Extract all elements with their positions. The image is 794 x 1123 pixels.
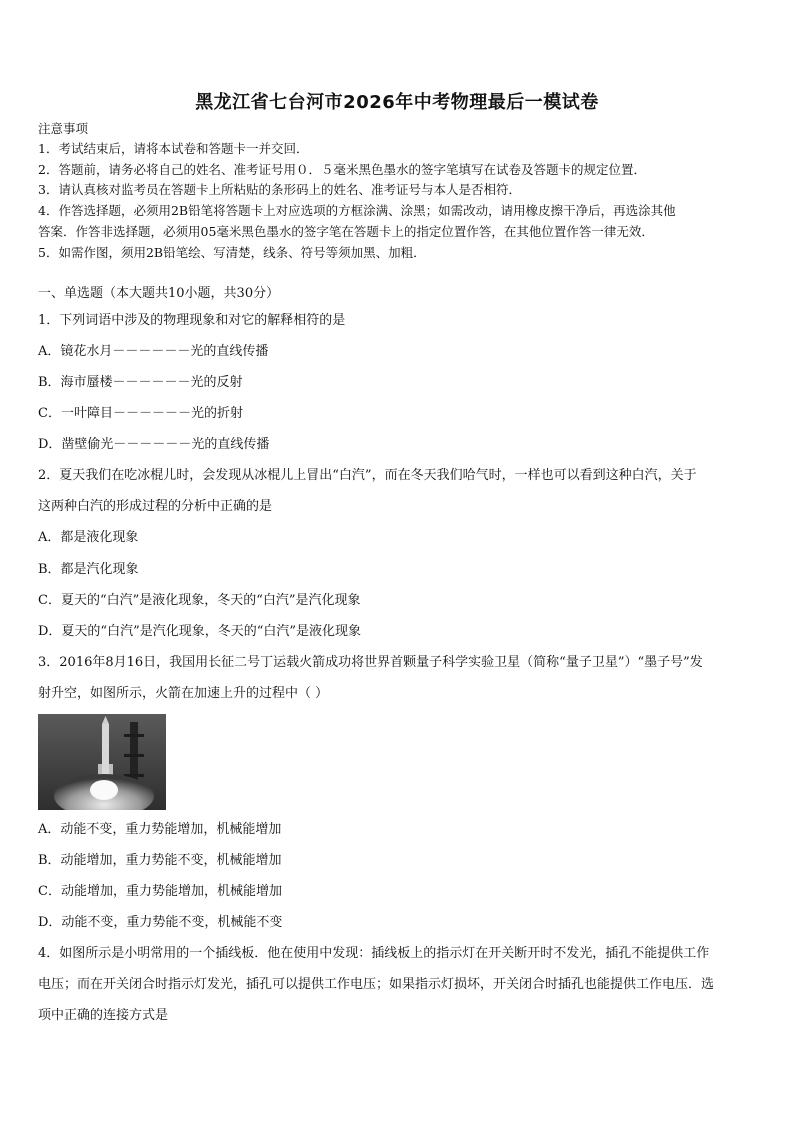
exam-title: 黑龙江省七台河市2026年中考物理最后一模试卷: [195, 92, 599, 113]
q2-option-d: D．夏天的“白汽”是汽化现象，冬天的“白汽”是液化现象: [38, 624, 362, 639]
q1-option-c: C．一叶障目－－－－－－光的折射: [38, 406, 243, 421]
q1-stem: 1．下列词语中涉及的物理现象和对它的解释相符的是: [38, 313, 346, 328]
q3-option-d: D．动能不变，重力势能不变，机械能不变: [38, 915, 283, 930]
notice-item: 4．作答选择题，必须用2B铅笔将答题卡上对应选项的方框涂满、涂黑；如需改动，请用橡皮擦干净后，再选涂其他: [38, 203, 676, 218]
q2-option-a: A．都是液化现象: [38, 530, 139, 545]
q3-stem-line2: 射升空，如图所示，火箭在加速上升的过程中（ ）: [38, 686, 329, 701]
q1-option-d: D．凿壁偷光－－－－－－光的直线传播: [38, 437, 270, 452]
notice-item: 答案．作答非选择题，必须用05毫米黑色墨水的签字笔在答题卡上的指定位置作答，在其他位置作答一律无效．: [38, 224, 654, 239]
q4-stem-line3: 项中正确的连接方式是: [38, 1008, 169, 1023]
q2-option-c: C．夏天的“白汽”是液化现象，冬天的“白汽”是汽化现象: [38, 593, 361, 608]
section-heading: 一、单选题（本大题共10小题，共30分）: [38, 286, 280, 301]
q2-stem-line2: 这两种白汽的形成过程的分析中正确的是: [38, 499, 273, 514]
notice-item: 3．请认真核对监考员在答题卡上所粘贴的条形码上的姓名、准考证号与本人是否相符．: [38, 182, 521, 197]
q4-stem-line2: 电压；而在开关闭合时指示灯发光，插孔可以提供工作电压；如果指示灯损坏，开关闭合时插孔也能提供工作电压．选: [38, 977, 715, 992]
q3-stem-line1: 3．2016年8月16日，我国用长征二号丁运载火箭成功将世界首颗量子科学实验卫星（简称“量子卫星”）“墨子号”发: [38, 655, 703, 670]
q3-option-a: A．动能不变，重力势能增加，机械能增加: [38, 822, 282, 837]
q1-option-b: B．海市蜃楼－－－－－－光的反射: [38, 375, 243, 390]
q4-stem-line1: 4．如图所示是小明常用的一个插线板．他在使用中发现：插线板上的指示灯在开关断开时不发光，插孔不能提供工作: [38, 946, 710, 961]
notice-item: 1．考试结束后，请将本试卷和答题卡一并交回．: [38, 141, 309, 156]
q1-option-a: A．镜花水月－－－－－－光的直线传播: [38, 344, 269, 359]
q3-option-b: B．动能增加，重力势能不变，机械能增加: [38, 853, 282, 868]
rocket-launch-photo: [38, 714, 166, 810]
rocket-launch-image: [38, 714, 166, 810]
q2-option-b: B．都是汽化现象: [38, 562, 139, 577]
q3-option-c: C．动能增加，重力势能增加，机械能增加: [38, 884, 282, 899]
notice-item: 5．如需作图，须用2B铅笔绘、写清楚，线条、符号等须加黑、加粗．: [38, 245, 426, 260]
q2-stem-line1: 2．夏天我们在吃冰棍儿时，会发现从冰棍儿上冒出“白汽”，而在冬天我们哈气时，一样也可以看到这种白汽，关于: [38, 468, 697, 483]
notice-heading: 注意事项: [38, 121, 89, 136]
notice-item: 2．答题前，请务必将自己的姓名、准考证号用０．５毫米黑色墨水的签字笔填写在试卷及答题卡的规定位置．: [38, 162, 646, 177]
